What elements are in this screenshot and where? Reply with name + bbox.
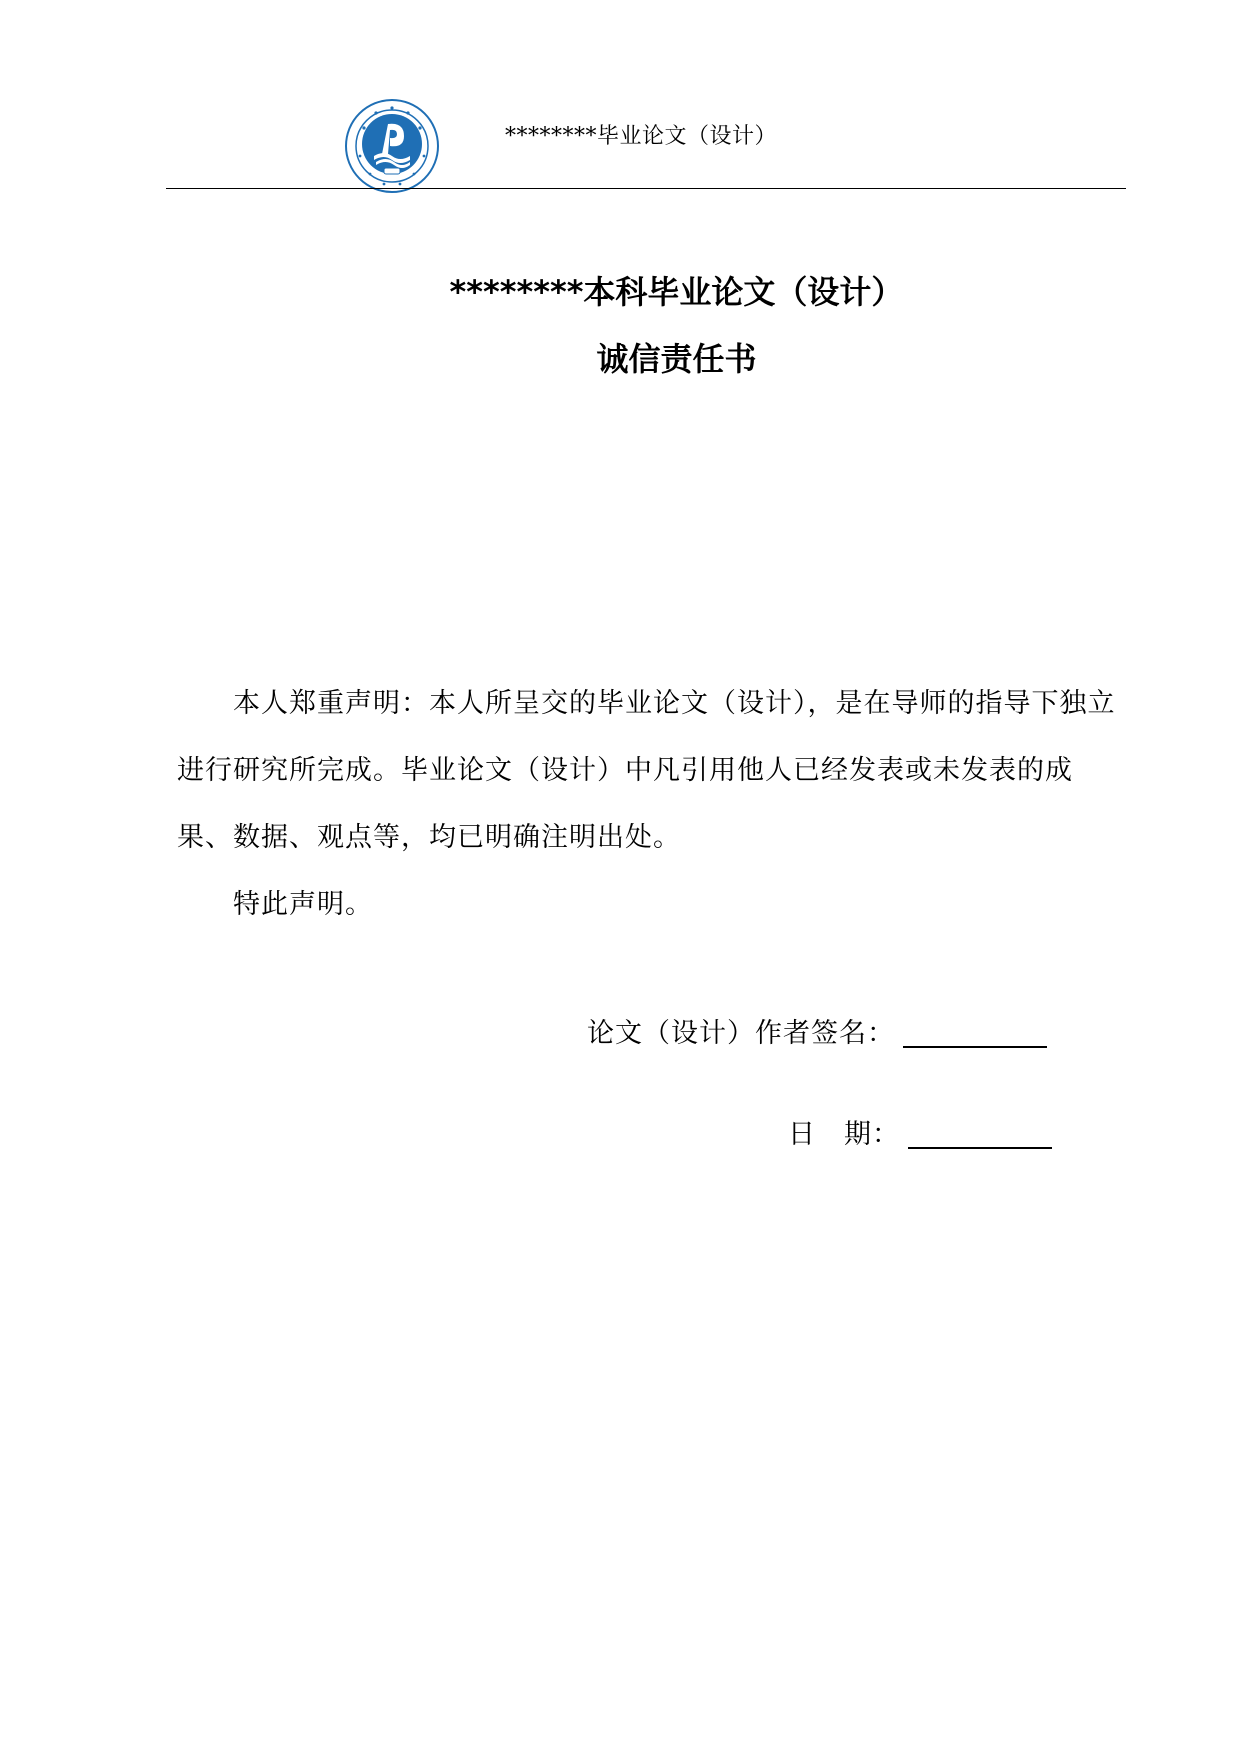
signature-blank[interactable] (903, 1016, 1047, 1048)
header-divider (166, 188, 1126, 189)
declaration-closing: 特此声明。 (233, 889, 373, 920)
author-signature-row (587, 1014, 1047, 1054)
declaration-body (177, 670, 1117, 938)
date-label: 日 期： (788, 1119, 900, 1150)
document-subtitle: 诚信责任书 (596, 340, 757, 378)
date-row (788, 1115, 1052, 1155)
declaration-paragraph: 本人郑重声明：本人所呈交的毕业论文（设计），是在导师的指导下独立进行研究所完成。毕业论文（设计）中凡引用他人已经发表或未发表的成果、数据、观点等，均已明确注明出处。 (177, 688, 1116, 853)
date-blank[interactable] (908, 1117, 1052, 1149)
document-title: ********本科毕业论文（设计） (449, 273, 904, 311)
university-seal-icon (344, 98, 440, 194)
header-title: ********毕业论文（设计） (505, 124, 778, 149)
signature-label: 论文（设计）作者签名： (587, 1018, 895, 1049)
